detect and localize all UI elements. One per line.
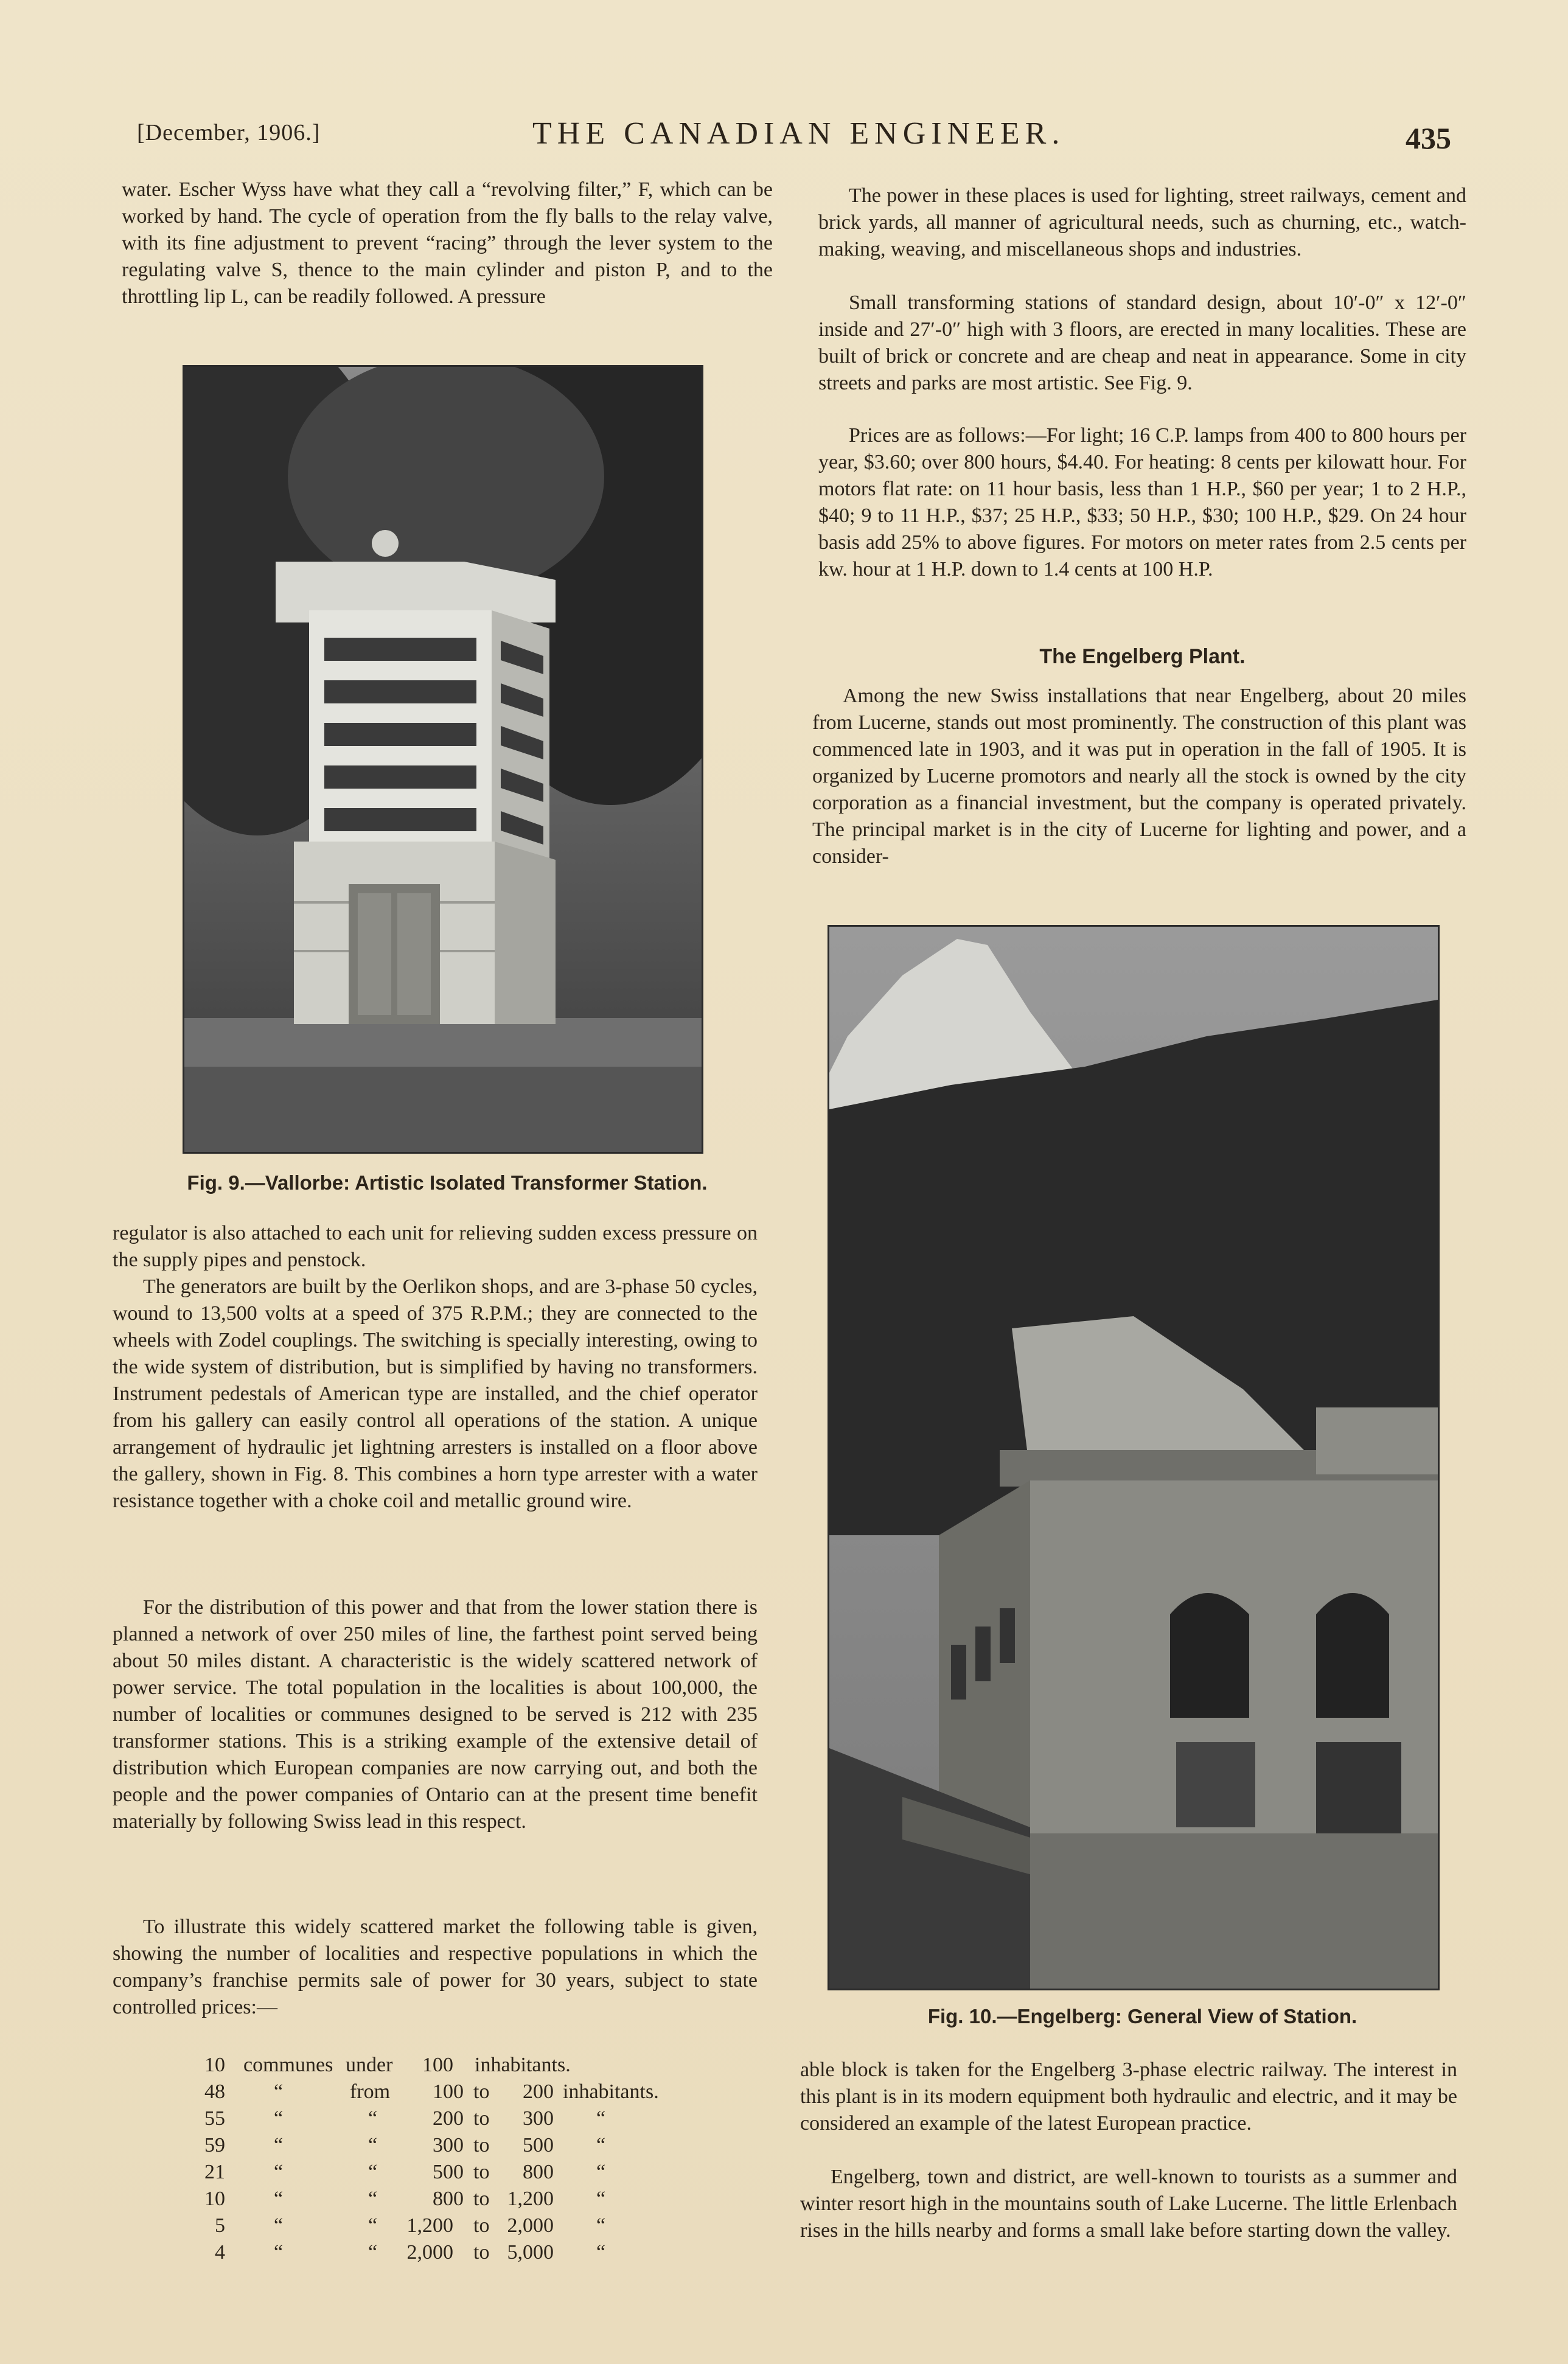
table-cell-unit: “	[596, 2107, 606, 2130]
table-cell: under	[346, 2054, 393, 2076]
running-header	[137, 116, 1451, 158]
table-cell: from	[350, 2080, 391, 2103]
right-paragraph-4: Among the new Swiss installations that near Engelberg, about 20 miles from Lucerne, stands out most prominently. The construction of this plant was commenced late in 1903, and it was put in operation in the fall of 1905. It is organized by Lucerne promotors and nearly all the stock is owned by the city corporation as a financial investment, but the company is operated privately. The principal market is in the city of Lucerne for lighting and power, and a consider-	[812, 685, 1466, 868]
left-paragraph-1: water. Escher Wyss have what they call a “revolving filter,” F, which can be worked by hand. The cycle of operation from the fly balls to the relay valve, with its fine adjustment to prevent “racing” through the lever system to the regulating valve S, thence to the main cylinder and piston P, and to the throttling lip L, can be readily followed. A pressure	[122, 178, 773, 308]
table-cell-count: 59	[204, 2134, 225, 2157]
table-cell: “	[368, 2107, 378, 2130]
table-cell: “	[274, 2188, 284, 2210]
table-cell: “	[274, 2107, 284, 2130]
table-cell: “	[368, 2188, 378, 2210]
fig9-photo	[183, 365, 703, 1154]
left-paragraph-5: To illustrate this widely scattered market the following table is given, showing the number of localities and respective populations in which the company’s franchise permits sale of power for 30 years, subject to state controlled prices:—	[113, 1916, 758, 2018]
table-cell: “	[274, 2241, 284, 2264]
table-cell-unit: “	[596, 2241, 606, 2264]
table-cell: “	[274, 2161, 284, 2183]
table-cell: 300	[523, 2107, 554, 2130]
table-cell: 100	[433, 2080, 464, 2103]
table-cell: “	[368, 2241, 378, 2264]
table-cell: “	[368, 2134, 378, 2157]
left-paragraph-3: The generators are built by the Oerlikon shops, and are 3-phase 50 cycles, wound to 13,500 volts at a speed of 375 R.P.M.; they are connected to the wheels with Zodel couplings. The switching is specially interesting, owing to the wide system of distribution, but is simplified by having no transformers. Instrument pedestals of American type are installed, and the chief operator from his gallery can easily control all operations of the station. A unique arrangement of hydraulic jet lightning arresters is installed on a floor above the gallery, shown in Fig. 8. This combines a horn type arrester with a water resistance together with a choke coil and metallic ground wire.	[113, 1275, 758, 1512]
table-cell: to	[473, 2161, 490, 2183]
table-cell: 500	[433, 2161, 464, 2183]
table-cell: 5,000	[507, 2241, 554, 2264]
table-cell: to	[473, 2134, 490, 2157]
fig10-photo	[828, 925, 1440, 1990]
right-paragraph-2: Small transforming stations of standard design, about 10′-0″ x 12′-0″ inside and 27′-0″ high with 3 floors, are erected in many localities. These are built of brick or concrete and are cheap and neat in appearance. Some in city streets and parks are most artistic. See Fig. 9.	[818, 291, 1466, 394]
table-cell-unit: “	[596, 2214, 606, 2237]
fig10-caption: Fig. 10.—Engelberg: General View of Station.	[927, 2005, 1357, 2028]
table-cell-count: 10	[204, 2054, 225, 2076]
table-cell: 800	[433, 2188, 464, 2210]
right-paragraph-3: Prices are as follows:—For light; 16 C.P. lamps from 400 to 800 hours per year, $3.60; over 800 hours, $4.40. For heating: 8 cents per kilowatt hour. For motors flat rate: on 11 hour basis, less than 1 H.P., $60 per year; 1 to 2 H.P., $40; 9 to 11 H.P., $37; 25 H.P., $33; 50 H.P., $30; 100 H.P., $29. On 24 hour basis add 25% to above figures. For motors on meter rates from 2.5 cents per kw. hour at 1 H.P. down to 1.4 cents at 100 H.P.	[818, 424, 1466, 581]
engelberg-station-illustration	[829, 927, 1438, 1989]
table-cell: 200	[433, 2107, 464, 2130]
table-cell-unit: “	[596, 2134, 606, 2157]
table-cell: “	[274, 2214, 284, 2237]
table-cell: 2,000	[507, 2214, 554, 2237]
section-heading: The Engelberg Plant.	[1039, 645, 1246, 668]
table-cell-unit: “	[596, 2161, 606, 2183]
table-cell-unit: inhabitants.	[475, 2054, 571, 2076]
table-cell: 300	[433, 2134, 464, 2157]
table-cell-count: 48	[204, 2080, 225, 2103]
table-cell-count: 10	[204, 2188, 225, 2210]
table-cell: 1,200	[507, 2188, 554, 2210]
table-cell: 800	[523, 2161, 554, 2183]
left-paragraph-2: regulator is also attached to each unit for relieving sudden excess pressure on the supply pipes and penstock.	[113, 1222, 758, 1271]
table-cell: to	[473, 2080, 490, 2103]
table-cell: 100	[422, 2054, 453, 2076]
table-cell: “	[274, 2080, 284, 2103]
table-cell: 200	[523, 2080, 554, 2103]
table-cell: communes	[243, 2054, 333, 2076]
journal-title: THE CANADIAN ENGINEER.	[532, 116, 1065, 151]
right-paragraph-5: able block is taken for the Engelberg 3-phase electric railway. The interest in this plant is in its modern equipment both hydraulic and electric, and it may be considered an example of the latest European practice.	[800, 2059, 1457, 2135]
header-date: [December, 1906.]	[137, 120, 321, 145]
table-cell-count: 55	[204, 2107, 225, 2130]
table-cell-unit: inhabitants.	[563, 2080, 659, 2103]
table-cell: “	[368, 2161, 378, 2183]
table-cell: 1,200	[406, 2214, 453, 2237]
table-cell: to	[473, 2214, 490, 2237]
table-cell: to	[473, 2188, 490, 2210]
table-cell: 2,000	[406, 2241, 453, 2264]
table-cell-unit: “	[596, 2188, 606, 2210]
table-cell: to	[473, 2107, 490, 2130]
table-cell-count: 5	[215, 2214, 225, 2237]
page-number: 435	[1406, 121, 1451, 155]
table-cell: to	[473, 2241, 490, 2264]
table-cell-count: 21	[204, 2161, 225, 2183]
table-cell: 500	[523, 2134, 554, 2157]
table-cell-count: 4	[215, 2241, 225, 2264]
table-cell: “	[368, 2214, 378, 2237]
table-cell: “	[274, 2134, 284, 2157]
left-paragraph-4: For the distribution of this power and that from the lower station there is planned a network of over 250 miles of line, the farthest point served being about 50 miles distant. A characteristic is the widely scattered network of power service. The total population in the localities is about 100,000, the number of localities or communes designed to be served is 212 with 235 transformer stations. This is a striking example of the extensive detail of distribution which European companies are now carrying out, and both the people and the power companies of Ontario can at the present time benefit materially by following Swiss lead in this respect.	[113, 1596, 758, 1833]
right-paragraph-1: The power in these places is used for lighting, street railways, cement and brick yards, all manner of agricultural needs, such as churning, etc., watch-making, weaving, and miscellaneous shops and industries.	[818, 184, 1466, 260]
transformer-station-illustration	[184, 367, 702, 1152]
right-paragraph-6: Engelberg, town and district, are well-known to tourists as a summer and winter resort high in the mountains south of Lake Lucerne. The little Erlenbach rises in the hills nearby and forms a small lake before starting down the valley.	[800, 2166, 1457, 2242]
fig9-caption: Fig. 9.—Vallorbe: Artistic Isolated Transformer Station.	[187, 1171, 708, 1194]
